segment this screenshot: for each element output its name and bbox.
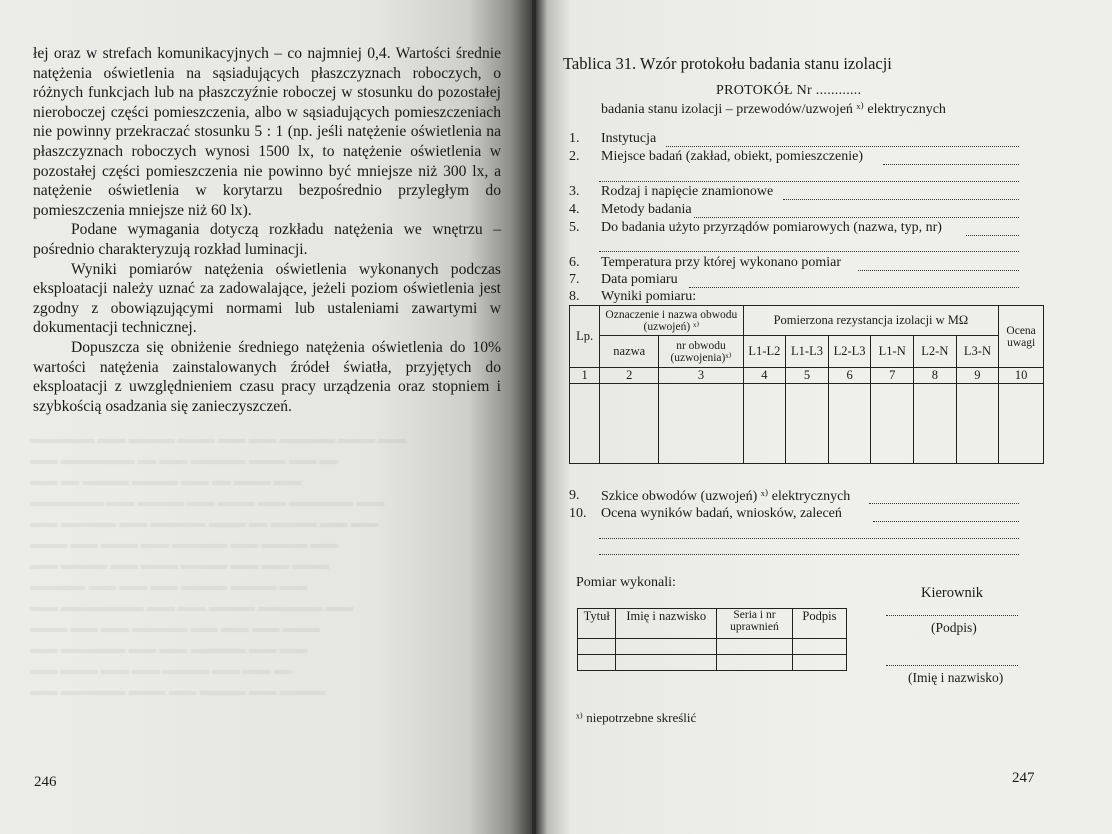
col-header: L2-N <box>914 336 957 368</box>
signature-line <box>886 615 1018 616</box>
col-number: 5 <box>786 368 829 384</box>
fill-line <box>599 181 1019 182</box>
fill-line <box>689 287 1019 288</box>
resistance-group-header: Pomierzona rezystancja izolacji w MΩ <box>743 306 999 336</box>
fill-line <box>666 146 1019 147</box>
page-title: Tablica 31. Wzór protokołu badania stanu izolacji <box>563 54 892 73</box>
results-table <box>569 305 1044 464</box>
col-number: 7 <box>871 368 914 384</box>
col-number: 10 <box>999 368 1044 384</box>
imie-header: Imię i nazwisko <box>616 609 717 639</box>
paragraph: Wyniki pomiarów natężenia oświetlenia wykonanych podczas eksploatacji należy uznać za zadowalające, jeżeli poziom oświetlenia jest zgodny z obowiązującymi normami lub ustaleniami zawartymi w dokumentacji technicznej. <box>33 260 501 337</box>
ocena-header: Ocena uwagi <box>999 306 1044 368</box>
signature-line <box>886 665 1018 666</box>
fill-line <box>599 251 1019 252</box>
right-page: Tablica 31. Wzór protokołu badania stanu izolacji PROTOKÓŁ Nr ............ badania stanu izolacji – przewodów/uzwojeń ˣ⁾ elektrycznych 1. Instytucja 2. Miejsce badań (zakład, obiekt, pomieszczenie) 3. Rodzaj i napięcie znamionowe 4. Metody badania 5. Do badania użyto przyrządów pomiarowych (nazwa, typ, nr) 6. Temperatura przy której wykonano pomiar 7. Data pomiaru 8. Wyniki pomiaru: Lp. Oznaczenie i nazwa obwodu (uzwojeń) ˣ⁾ Pomierzona rezystancja izolacji w MΩ Ocena uwagi nazwa nr obwodu (uzwojenia)ˣ⁾ L1-L2 L1-L3 L2-L3 L1-N L2-N L3-N 1 2 3 4 5 6 7 8 9 10 9. Szkice obwodów (uzwojeń) ˣ⁾ elektrycznych 10. Ocena wyników badań, wniosków, zaleceń Pomiar wykonali: Tytuł Imię i nazwisko Seria i nr uprawnień Podpis Kierownik (Podpis) (Imię i nazwisko) ˣ⁾ niepotrzebne skreślić 247 <box>536 0 1112 834</box>
protocol-subtitle: badania stanu izolacji – przewodów/uzwojeń ˣ⁾ elektrycznych <box>601 102 946 117</box>
col-header: L1-L3 <box>786 336 829 368</box>
nazwa-header: nazwa <box>600 336 659 368</box>
fill-line <box>858 270 1019 271</box>
fill-line <box>783 199 1019 200</box>
imie-nazwisko-label: (Imię i nazwisko) <box>908 670 1004 685</box>
fill-line <box>869 503 1019 504</box>
page-number: 247 <box>1012 770 1035 786</box>
table-row <box>578 639 847 655</box>
col-header: L2-L3 <box>828 336 871 368</box>
nr-obwodu-header: nr obwodu (uzwojenia)ˣ⁾ <box>659 336 743 368</box>
kierownik-label: Kierownik <box>921 585 984 601</box>
show-through-text: ═══════ ═══ ═════ ════ ═══ ═══ ══════ ════ ═══ ═══ ════════ ══ ═══ ══════ ════ ═══ ══ ═══ ══ ═════ ═════ ═══ ══ ════ ═══ ════════ ═══ ═════ ═══ ════ ═══ ═══════ ═══ ═══ ══════ ═══ ══════ ════ ══ ═════ ═══ ═══ ════ ═══ ════ ═══ ══════ ═══ ═════ ═══ ═══ ═════ ═══ ════ ═════ ═══ ═══ ════ ══════ ═══ ═══ ═══ ═════ ═════ ═══ ═══ ═════════ ═══ ═══ ═════ ═══════ ═══ ════ ═══ ═══ ══════ ═══ ═══ ═══ ════ ═══ ═══════ ═══ ═══ ══════ ═══ ═══ ═══ ════ ═══ ═══ ═════ ═══ ═══ ══ ═══ ═══════ ════ ═══ ═════ ═══ ═════ <box>30 433 406 700</box>
lp-header: Lp. <box>570 306 600 368</box>
col-number: 8 <box>914 368 957 384</box>
page-number: 246 <box>34 774 57 790</box>
col-header: L1-N <box>871 336 914 368</box>
col-number: 2 <box>600 368 659 384</box>
protocol-heading: PROTOKÓŁ Nr ............ <box>716 83 862 98</box>
left-page <box>0 0 532 834</box>
table-row <box>570 384 1044 464</box>
seria-header: Seria i nr uprawnień <box>717 609 793 639</box>
fill-line <box>599 554 1019 555</box>
paragraph: Podane wymagania dotyczą rozkładu natężenia we wnętrzu – pośrednio charakteryzują rozkład luminacji. <box>33 221 501 258</box>
fill-line <box>694 217 1019 218</box>
col-header: L3-N <box>956 336 999 368</box>
col-number: 6 <box>828 368 871 384</box>
col-number: 9 <box>956 368 999 384</box>
paragraph: Dopuszcza się obniżenie średniego natężenia oświetlenia do 10% wartości natężenia zainstalowanych źródeł światła, przyjętych do eksploatacji z uwzględnieniem czasu pracy urządzenia oraz stopniem i szybkością osadzania się zanieczyszczeń. <box>33 338 501 415</box>
podpis-label: (Podpis) <box>931 620 977 635</box>
col-number: 1 <box>570 368 600 384</box>
footnote: ˣ⁾ niepotrzebne skreślić <box>576 710 697 725</box>
table-row <box>578 655 847 671</box>
fill-line <box>873 521 1019 522</box>
tytul-header: Tytuł <box>578 609 616 639</box>
left-page-text <box>33 44 501 416</box>
fill-line <box>883 164 1019 165</box>
fill-line <box>966 235 1019 236</box>
col-header: L1-L2 <box>743 336 786 368</box>
podpis-header: Podpis <box>792 609 846 639</box>
signature-table <box>577 608 847 671</box>
col-number: 4 <box>743 368 786 384</box>
fill-line <box>599 538 1019 539</box>
circuit-group-header: Oznaczenie i nazwa obwodu (uzwojeń) ˣ⁾ <box>600 306 743 336</box>
col-number: 3 <box>659 368 743 384</box>
paragraph: łej oraz w strefach komunikacyjnych – co najmniej 0,4. Wartości średnie natężenia oświetlenia na sąsiadujących płaszczyznach roboczych, o różnych funkcjach lub na płaszczyźnie roboczej w stosunku do pozostałej nieroboczej części pomieszczenia, albo w sąsiadujących pomieszczeniach nie powinny przekraczać stosunku 5 : 1 (np. jeśli natężenie oświetlenia na płaszczyznach roboczych wynosi 1500 lx, to natężenie oświetlenia w pozostałej części pomieszczenia nie powinno być mniejsze niż 300 lx, a natężenie oświetlenia w korytarzu bezpośrednio przyległym do pomieszczenia mniejsze niż 60 lx). <box>33 45 501 219</box>
pomiar-label: Pomiar wykonali: <box>576 575 676 590</box>
